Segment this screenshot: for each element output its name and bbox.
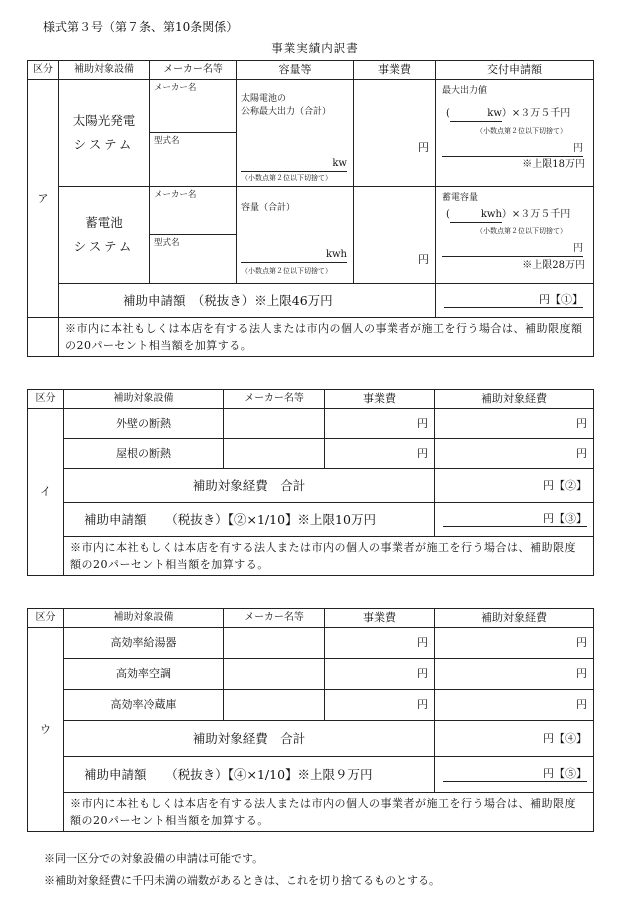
- i-row-cost[interactable]: 円: [325, 439, 435, 469]
- a-apply-value-cell[interactable]: [436, 284, 594, 318]
- u-row-name: 高効率冷蔵庫: [64, 690, 224, 721]
- solar-grant-label: 最大出力値: [442, 86, 488, 96]
- solar-grant-cell[interactable]: [436, 80, 594, 187]
- u-apply-label: 補助申請額 （税抜き）【④×1/10】※上限９万円: [64, 757, 435, 793]
- u-row-maker[interactable]: [224, 659, 325, 690]
- battery-cap-line1: 容量（合計）: [241, 203, 296, 213]
- i-apply-value-cell[interactable]: [435, 503, 594, 537]
- battery-name: 蓄電池 システム: [59, 187, 150, 284]
- u-row-name: 高効率給湯器: [64, 628, 224, 659]
- i-row-name: 屋根の断熱: [64, 439, 224, 469]
- battery-maker-cell: [150, 187, 237, 284]
- u-total-value[interactable]: 円【④】: [435, 721, 594, 757]
- i-header-equipment: 補助対象設備: [64, 390, 224, 409]
- u-row-maker[interactable]: [224, 690, 325, 721]
- i-total-value[interactable]: 円【②】: [435, 469, 594, 503]
- i-row-cost[interactable]: 円: [325, 409, 435, 439]
- solar-maker-label: メーカー名: [150, 80, 236, 133]
- table-u: [27, 608, 594, 832]
- solar-grant-limit: ※上限18万円: [522, 159, 585, 170]
- u-row-maker[interactable]: [224, 628, 325, 659]
- header-cost: 事業費: [354, 61, 436, 80]
- document-title: 事業実績内訳書: [271, 41, 359, 55]
- battery-grant-cell[interactable]: [436, 187, 594, 284]
- solar-name: 太陽光発電 システム: [59, 80, 150, 187]
- u-note: ※市内に本社もしくは本店を有する法人または市内の個人の事業者が施工を行う場合は、補助限度額の20パーセント相当額を加算する。: [64, 793, 594, 832]
- u-row-eligible[interactable]: 円: [435, 628, 594, 659]
- header-category: 区分: [28, 61, 59, 80]
- solar-cap-note: （小数点第２位以下切捨て）: [241, 174, 332, 182]
- u-apply-value: 円【⑤】: [443, 767, 587, 782]
- table-a: [27, 60, 594, 357]
- u-header-equipment: 補助対象設備: [64, 609, 224, 628]
- a-apply-label: 補助申請額 （税抜き）※上限46万円: [59, 284, 436, 318]
- battery-capacity-cell[interactable]: [237, 187, 354, 284]
- battery-cap-unit: kwh: [241, 249, 347, 263]
- solar-model-label: 型式名: [154, 136, 180, 146]
- i-row-name: 外壁の断熱: [64, 409, 224, 439]
- u-row-name: 高効率空調: [64, 659, 224, 690]
- battery-cap-note: （小数点第２位以下切捨て）: [241, 267, 332, 275]
- solar-grant-yen: 円: [442, 143, 583, 157]
- form-number: 様式第３号（第７条、第10条関係）: [43, 20, 239, 34]
- u-header-eligible: 補助対象経費: [435, 609, 594, 628]
- u-row-cost[interactable]: 円: [325, 659, 435, 690]
- header-capacity: 容量等: [237, 61, 354, 80]
- i-row-eligible[interactable]: 円: [435, 409, 594, 439]
- footnote-1: ※同一区分での対象設備の申請は可能です。: [44, 852, 264, 865]
- header-equipment: 補助対象設備: [59, 61, 150, 80]
- u-apply-value-cell[interactable]: [435, 757, 594, 793]
- solar-cap-line1: 太陽電池の: [241, 94, 287, 104]
- category-a: ア: [28, 80, 59, 318]
- battery-grant-formula: ( kwh）×３万５千円: [446, 209, 570, 223]
- i-total-label: 補助対象経費 合計: [64, 469, 435, 503]
- battery-grant-yen: 円: [442, 243, 583, 257]
- i-row-eligible[interactable]: 円: [435, 439, 594, 469]
- u-row-eligible[interactable]: 円: [435, 659, 594, 690]
- a-note: ※市内に本社もしくは本店を有する法人または市内の個人の事業者が施工を行う場合は、補助限度額の20パーセント相当額を加算する。: [59, 318, 594, 357]
- category-i: イ: [28, 409, 64, 576]
- battery-model-label: 型式名: [154, 238, 180, 248]
- i-row-maker[interactable]: [224, 439, 325, 469]
- battery-grant-label: 蓄電容量: [442, 193, 479, 203]
- i-row-maker[interactable]: [224, 409, 325, 439]
- solar-grant-note: （小数点第２位以下切捨て）: [476, 127, 567, 135]
- u-row-eligible[interactable]: 円: [435, 690, 594, 721]
- table-i: [27, 389, 594, 576]
- footnote-2: ※補助対象経費に千円未満の端数があるときは、これを切り捨てるものとする。: [44, 874, 440, 887]
- battery-grant-limit: ※上限28万円: [522, 260, 585, 271]
- battery-grant-note: （小数点第２位以下切捨て）: [476, 227, 567, 235]
- i-apply-value: 円【③】: [443, 512, 587, 527]
- i-header-category: 区分: [28, 390, 64, 409]
- battery-maker-label: メーカー名: [150, 187, 236, 235]
- battery-cost[interactable]: 円: [354, 187, 436, 284]
- i-apply-label: 補助申請額 （税抜き）【②×1/10】※上限10万円: [64, 503, 435, 537]
- u-row-cost[interactable]: 円: [325, 690, 435, 721]
- u-total-label: 補助対象経費 合計: [64, 721, 435, 757]
- i-header-maker: メーカー名等: [224, 390, 325, 409]
- a-apply-value: 円【①】: [444, 293, 583, 308]
- solar-cost[interactable]: 円: [354, 80, 436, 187]
- i-header-cost: 事業費: [325, 390, 435, 409]
- u-header-category: 区分: [28, 609, 64, 628]
- solar-maker-cell: [150, 80, 237, 187]
- solar-cap-line2: 公称最大出力（合計）: [241, 107, 332, 117]
- solar-capacity-cell[interactable]: [237, 80, 354, 187]
- category-u: ウ: [28, 628, 64, 832]
- header-grant: 交付申請額: [436, 61, 594, 80]
- u-header-maker: メーカー名等: [224, 609, 325, 628]
- u-header-cost: 事業費: [325, 609, 435, 628]
- i-header-eligible: 補助対象経費: [435, 390, 594, 409]
- header-maker: メーカー名等: [150, 61, 237, 80]
- u-row-cost[interactable]: 円: [325, 628, 435, 659]
- solar-cap-unit: kw: [241, 158, 347, 172]
- solar-grant-formula: ( kw）×３万５千円: [446, 108, 570, 122]
- i-note: ※市内に本社もしくは本店を有する法人または市内の個人の事業者が施工を行う場合は、補助限度額の20パーセント相当額を加算する。: [64, 537, 594, 576]
